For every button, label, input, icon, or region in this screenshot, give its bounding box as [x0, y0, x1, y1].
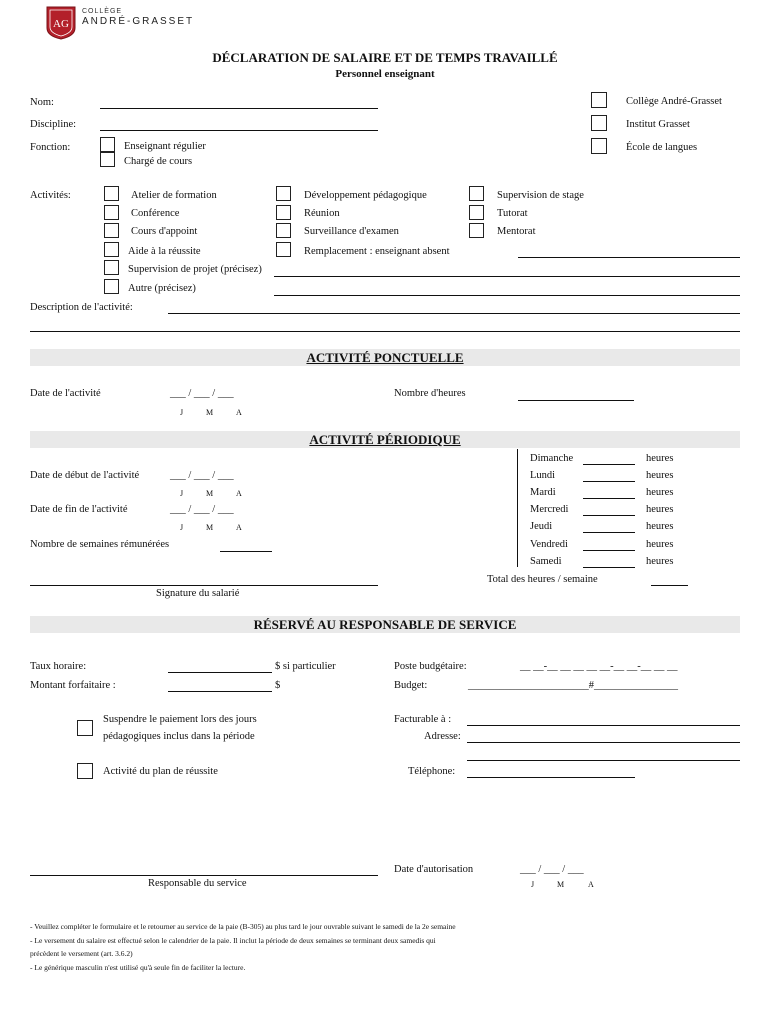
- institut-grasset-checkbox[interactable]: [591, 115, 607, 131]
- logo-text-name: ANDRÉ-GRASSET: [82, 16, 195, 27]
- plan-reussite-label: Activité du plan de réussite: [103, 766, 218, 777]
- surveillance-label: Surveillance d'examen: [304, 226, 399, 237]
- heures-label: heures: [646, 487, 674, 498]
- suspendre-label-2: pédagogiques inclus dans la période: [103, 731, 255, 742]
- supervision-projet-label: Supervision de projet (précisez): [128, 264, 262, 275]
- ecole-de-langues-label: École de langues: [626, 142, 698, 153]
- description-field[interactable]: [168, 313, 740, 314]
- description-label: Description de l'activité:: [30, 302, 133, 313]
- description-field-2[interactable]: [30, 331, 740, 332]
- autre-checkbox[interactable]: [104, 279, 119, 294]
- logo-text-college: COLLÈGE: [82, 8, 123, 15]
- day-dimanche: Dimanche: [530, 453, 574, 464]
- mentorat-label: Mentorat: [497, 226, 536, 237]
- debut-date-field[interactable]: ___ / ___ / ___: [170, 470, 234, 481]
- footnote-3: précèdent le versement (art. 3.6.2): [30, 949, 133, 958]
- heures-label: heures: [646, 504, 674, 515]
- day-jeudi: Jeudi: [530, 521, 553, 532]
- supervision-projet-checkbox[interactable]: [104, 260, 119, 275]
- heures-label: heures: [646, 539, 674, 550]
- college-andre-grasset-checkbox[interactable]: [591, 92, 607, 108]
- jma-a: A: [236, 489, 242, 498]
- semaines-field[interactable]: [220, 551, 272, 552]
- atelier-label: Atelier de formation: [131, 190, 217, 201]
- supervision-stage-checkbox[interactable]: [469, 186, 484, 201]
- poste-label: Poste budgétaire:: [394, 661, 467, 672]
- budget-label: Budget:: [394, 680, 428, 691]
- reserve-title: RÉSERVÉ AU RESPONSABLE DE SERVICE: [253, 617, 517, 632]
- jma-a: A: [236, 523, 242, 532]
- aide-reussite-checkbox[interactable]: [104, 242, 119, 257]
- signature-field[interactable]: [30, 585, 378, 586]
- mercredi-field[interactable]: [583, 515, 635, 516]
- aide-reussite-label: Aide à la réussite: [128, 246, 201, 257]
- total-label: Total des heures / semaine: [487, 574, 598, 585]
- cours-appoint-label: Cours d'appoint: [131, 226, 198, 237]
- developpement-label: Développement pédagogique: [304, 190, 427, 201]
- jma-j: J: [531, 880, 535, 889]
- plan-reussite-checkbox[interactable]: [77, 763, 93, 779]
- day-mercredi: Mercredi: [530, 504, 569, 515]
- montant-label: Montant forfaitaire :: [30, 680, 116, 691]
- jma-j: J: [180, 523, 184, 532]
- jma-m: M: [206, 523, 214, 532]
- adresse-label: Adresse:: [424, 731, 461, 742]
- ponctuelle-title: ACTIVITÉ PONCTUELLE: [306, 350, 464, 365]
- footnote-4: - Le générique masculin n'est utilisé qu'à seule fin de faciliter la lecture.: [30, 963, 246, 972]
- autre-label: Autre (précisez): [128, 283, 196, 294]
- taux-field[interactable]: [168, 672, 272, 673]
- periodique-title: ACTIVITÉ PÉRIODIQUE: [309, 432, 461, 447]
- footnote-1: - Veuillez compléter le formulaire et le retourner au service de la paie (B-305) au plus tard le jour ouvrable suivant le samedi de la 2e semaine: [30, 922, 456, 931]
- day-mardi: Mardi: [530, 487, 556, 498]
- heures-label: heures: [646, 453, 674, 464]
- samedi-field[interactable]: [583, 567, 635, 568]
- atelier-checkbox[interactable]: [104, 186, 119, 201]
- ponctuelle-date-label: Date de l'activité: [30, 388, 101, 399]
- reunion-checkbox[interactable]: [276, 205, 291, 220]
- montant-field[interactable]: [168, 691, 272, 692]
- autorisation-date-field[interactable]: ___ / ___ / ___: [520, 864, 584, 875]
- nom-field[interactable]: [100, 108, 378, 109]
- day-samedi: Samedi: [530, 556, 562, 567]
- telephone-field[interactable]: [467, 777, 635, 778]
- periodique-band: [30, 431, 740, 448]
- surveillance-checkbox[interactable]: [276, 223, 291, 238]
- jeudi-field[interactable]: [583, 532, 635, 533]
- ponctuelle-heures-field[interactable]: [518, 400, 634, 401]
- lundi-field[interactable]: [583, 481, 635, 482]
- jma-a: A: [588, 880, 594, 889]
- semaines-label: Nombre de semaines rémunérées: [30, 539, 170, 550]
- tutorat-checkbox[interactable]: [469, 205, 484, 220]
- jma-a: A: [236, 408, 242, 417]
- svg-text:AG: AG: [53, 18, 69, 30]
- remplacement-label: Remplacement : enseignant absent: [304, 246, 450, 257]
- supervision-projet-field[interactable]: [274, 276, 740, 277]
- budget-field[interactable]: _______________________#________________: [468, 680, 678, 691]
- ponctuelle-band: [30, 349, 740, 366]
- ecole-de-langues-checkbox[interactable]: [591, 138, 607, 154]
- signature-label: Signature du salarié: [156, 588, 240, 599]
- discipline-field[interactable]: [100, 130, 378, 131]
- college-logo: [46, 6, 76, 40]
- jma-m: M: [206, 489, 214, 498]
- facturable-field[interactable]: [467, 725, 740, 726]
- activites-label: Activités:: [30, 190, 71, 201]
- remplacement-checkbox[interactable]: [276, 242, 291, 257]
- facturable-label: Facturable à :: [394, 714, 452, 725]
- institut-grasset-label: Institut Grasset: [626, 119, 690, 130]
- day-lundi: Lundi: [530, 470, 556, 481]
- debut-label: Date de début de l'activité: [30, 470, 140, 481]
- enseignant-regulier-label: Enseignant régulier: [124, 141, 206, 152]
- college-andre-grasset-label: Collège André-Grasset: [626, 96, 722, 107]
- days-divider: [517, 449, 518, 567]
- charge-de-cours-checkbox[interactable]: [100, 152, 115, 167]
- reserve-band: [30, 616, 740, 633]
- fin-label: Date de fin de l'activité: [30, 504, 128, 515]
- taux-suffix: $ si particulier: [275, 661, 336, 672]
- discipline-label: Discipline:: [30, 119, 77, 130]
- cours-appoint-checkbox[interactable]: [104, 223, 119, 238]
- taux-label: Taux horaire:: [30, 661, 87, 672]
- montant-suffix: $: [275, 680, 281, 691]
- adresse-field[interactable]: [467, 742, 740, 743]
- suspendre-label-1: Suspendre le paiement lors des jours: [103, 714, 257, 725]
- conference-checkbox[interactable]: [104, 205, 119, 220]
- adresse-field-2[interactable]: [467, 760, 740, 761]
- tutorat-label: Tutorat: [497, 208, 528, 219]
- fin-date-field[interactable]: ___ / ___ / ___: [170, 504, 234, 515]
- footnote-2: - Le versement du salaire est effectué selon le calendrier de la paie. Il inclut la période de deux semaines se terminant deux samedis qui: [30, 936, 436, 945]
- poste-field[interactable]: __ __-__ __ __ __ __-__ __-__ __ __: [520, 661, 678, 672]
- supervision-stage-label: Supervision de stage: [497, 190, 584, 201]
- dimanche-field[interactable]: [583, 464, 635, 465]
- heures-label: heures: [646, 556, 674, 567]
- jma-j: J: [180, 408, 184, 417]
- page-subtitle: Personnel enseignant: [335, 68, 435, 80]
- developpement-checkbox[interactable]: [276, 186, 291, 201]
- remplacement-field[interactable]: [518, 257, 740, 258]
- jma-m: M: [557, 880, 565, 889]
- heures-label: heures: [646, 521, 674, 532]
- autre-field[interactable]: [274, 295, 740, 296]
- page-title: DÉCLARATION DE SALAIRE ET DE TEMPS TRAVAILLÉ: [212, 50, 558, 65]
- telephone-label: Téléphone:: [408, 766, 456, 777]
- mardi-field[interactable]: [583, 498, 635, 499]
- day-vendredi: Vendredi: [530, 539, 568, 550]
- reunion-label: Réunion: [304, 208, 340, 219]
- charge-de-cours-label: Chargé de cours: [124, 156, 193, 167]
- jma-j: J: [180, 489, 184, 498]
- conference-label: Conférence: [131, 208, 180, 219]
- jma-m: M: [206, 408, 214, 417]
- total-field[interactable]: [651, 585, 688, 586]
- autorisation-label: Date d'autorisation: [394, 864, 474, 875]
- fonction-label: Fonction:: [30, 142, 71, 153]
- responsable-field[interactable]: [30, 875, 378, 876]
- vendredi-field[interactable]: [583, 550, 635, 551]
- nom-label: Nom:: [30, 97, 54, 108]
- heures-label: heures: [646, 470, 674, 481]
- ponctuelle-date-field[interactable]: ___ / ___ / ___: [170, 388, 234, 399]
- ponctuelle-heures-label: Nombre d'heures: [394, 388, 466, 399]
- enseignant-regulier-checkbox[interactable]: [100, 137, 115, 152]
- responsable-label: Responsable du service: [148, 878, 247, 889]
- mentorat-checkbox[interactable]: [469, 223, 484, 238]
- suspendre-checkbox[interactable]: [77, 720, 93, 736]
